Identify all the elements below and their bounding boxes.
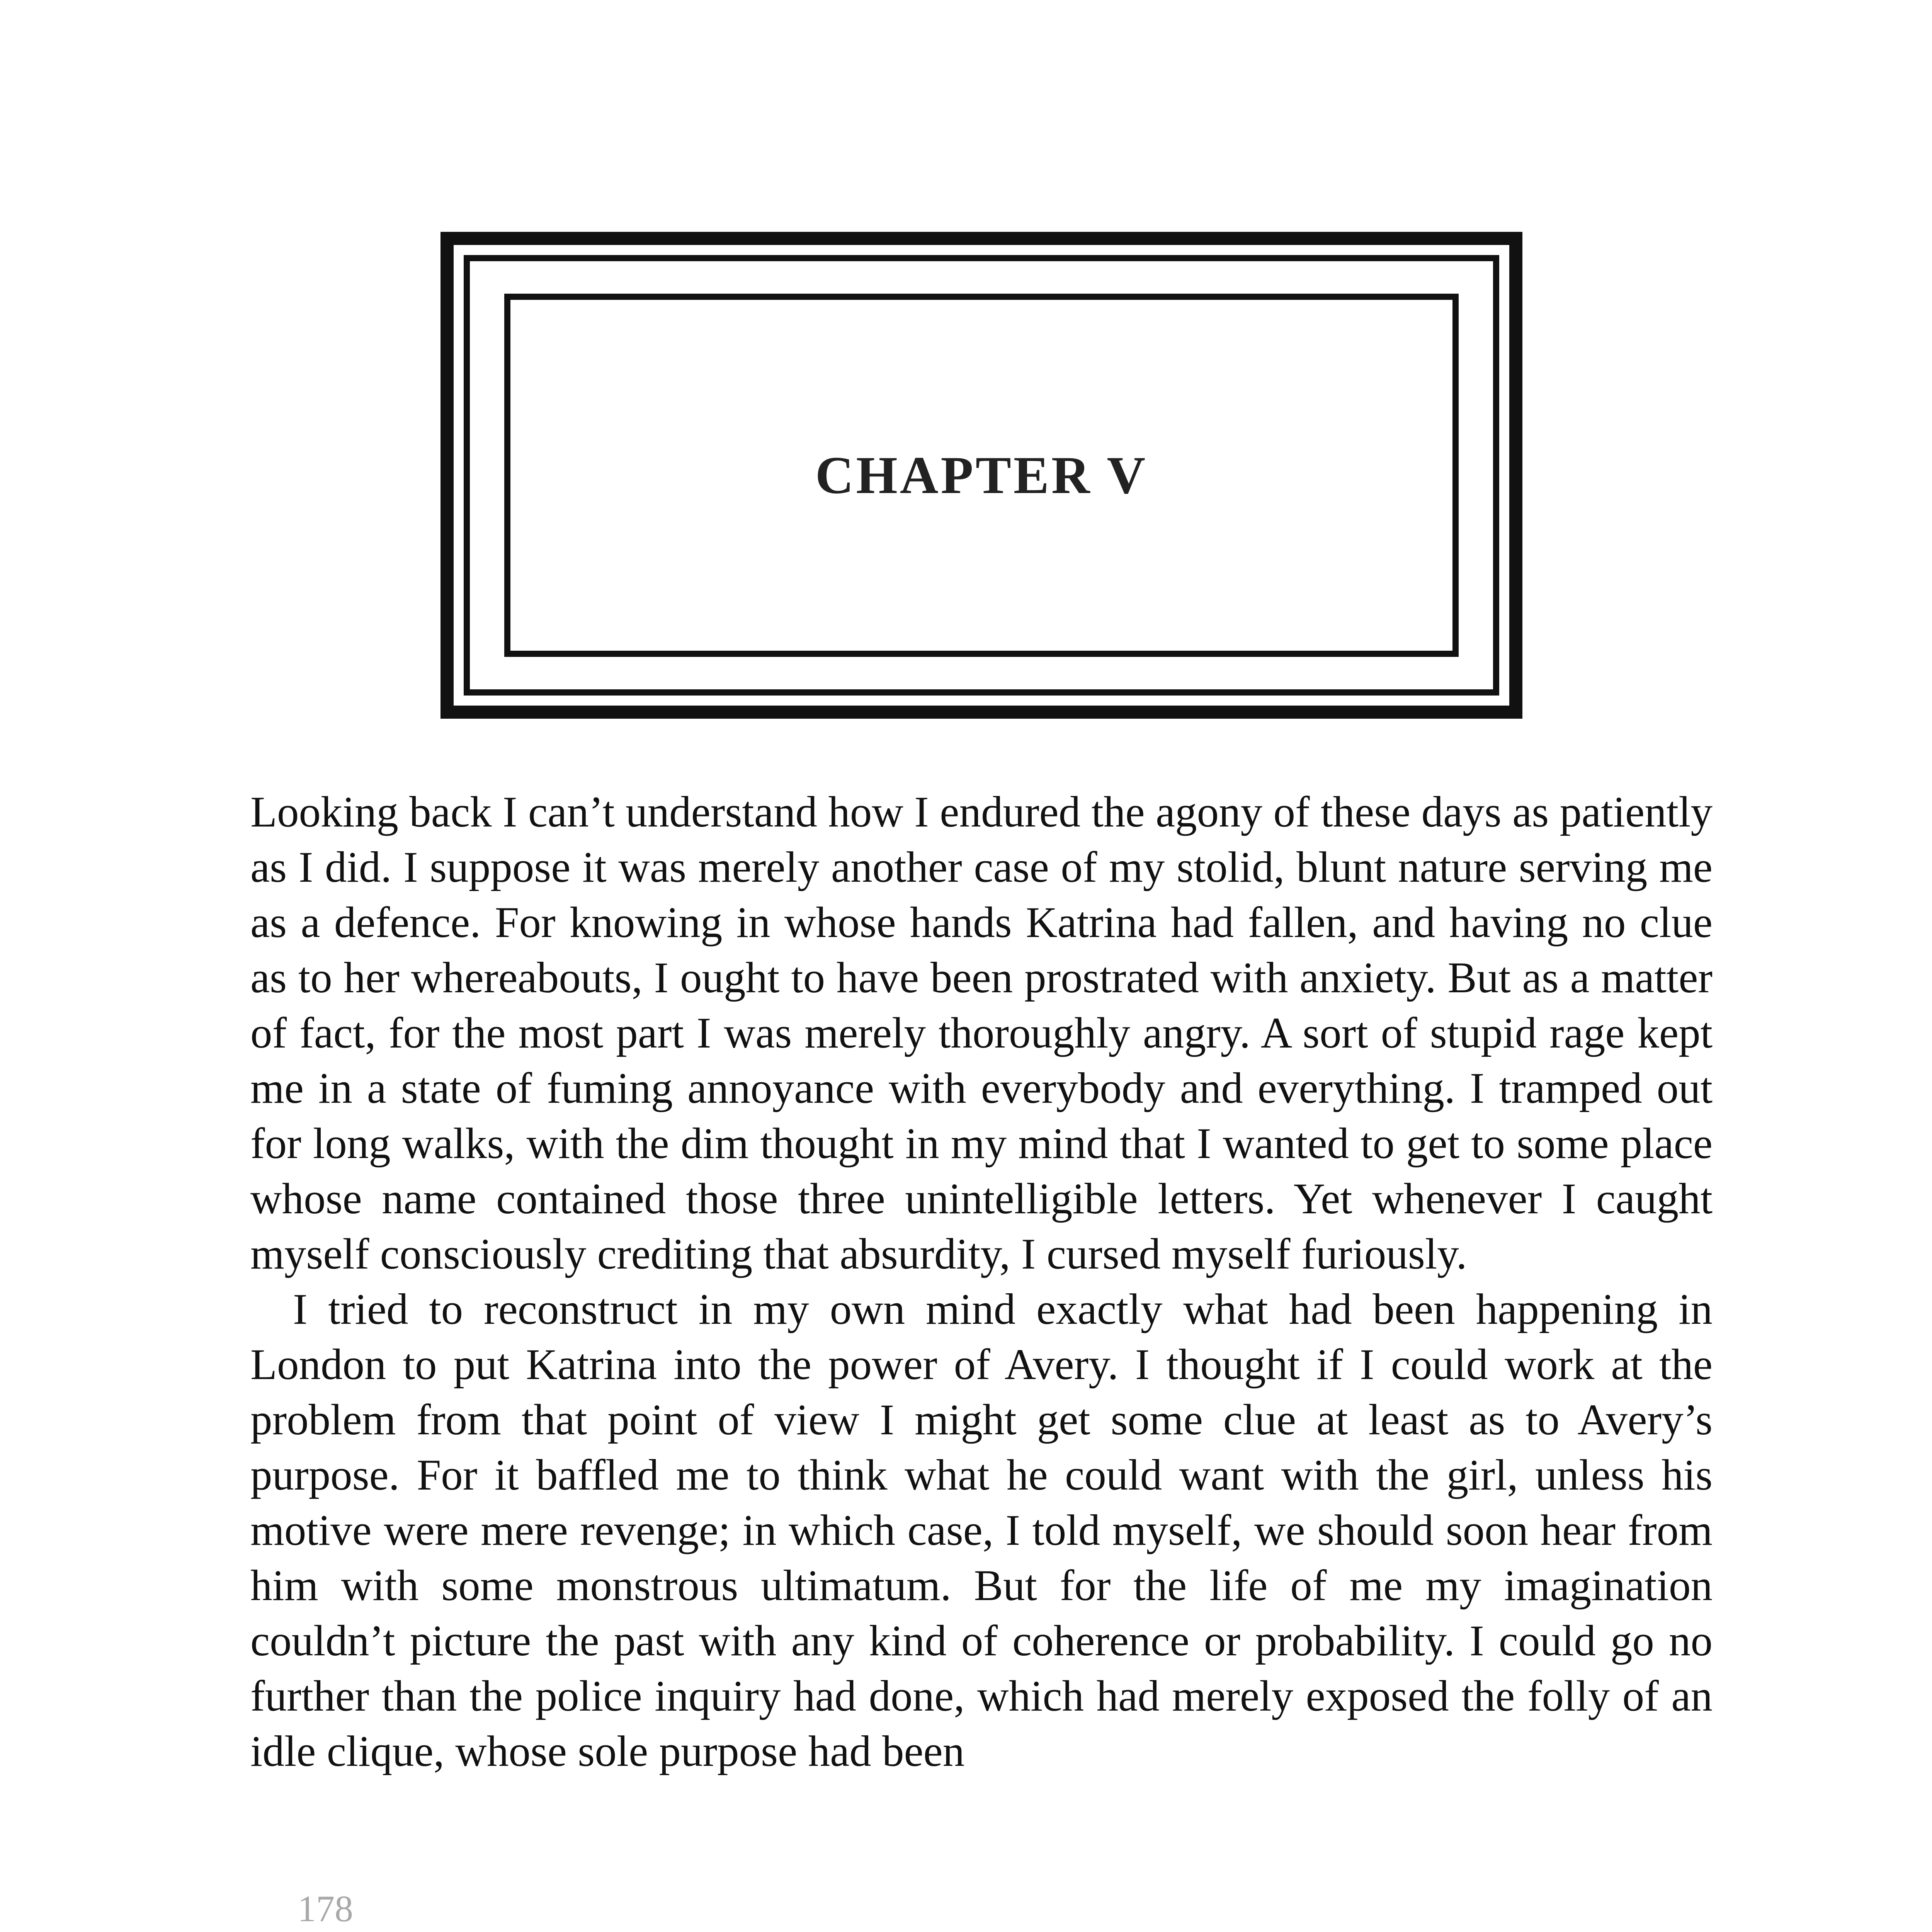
paragraph: Looking back I can’t understand how I endured the agony of these days as patiently as I did. I suppose it was merely another case of my stolid, blunt nature serving me as a defence. For knowing in whose hands Katrina had fallen, and having no clue as to her whereabouts, I ought to have been prostrated with anxiety. But as a matter of fact, for the most part I was merely thoroughly angry. A sort of stupid rage kept me in a state of fuming annoyance with everybody and everything. I tramped out for long walks, with the dim thought in my mind that I wanted to get to some place whose name contained those three unintelligible letters. Yet whenever I caught myself consciously crediting that absurdity, I cursed myself furiously. bbox=[250, 788, 1713, 1278]
chapter-title: CHAPTER V bbox=[815, 446, 1148, 505]
paragraph: I tried to reconstruct in my own mind exactly what had been happening in London to put Katrina into the power of Avery. I thought if I could work at the problem from that point of view I might get some clue at least as to Avery’s purpose. For it baffled me to think what he could want with the girl, unless his motive were mere revenge; in which case, I told myself, we should soon hear from him with some monstrous ultimatum. But for the life of me my imagination couldn’t picture the past with any kind of coherence or probability. I could go no further than the police inquiry had done, which had merely exposed the folly of an idle clique, whose sole purpose had been bbox=[250, 1285, 1713, 1776]
body-text-top bbox=[250, 784, 1713, 1779]
page-number: 178 bbox=[298, 1888, 353, 1929]
